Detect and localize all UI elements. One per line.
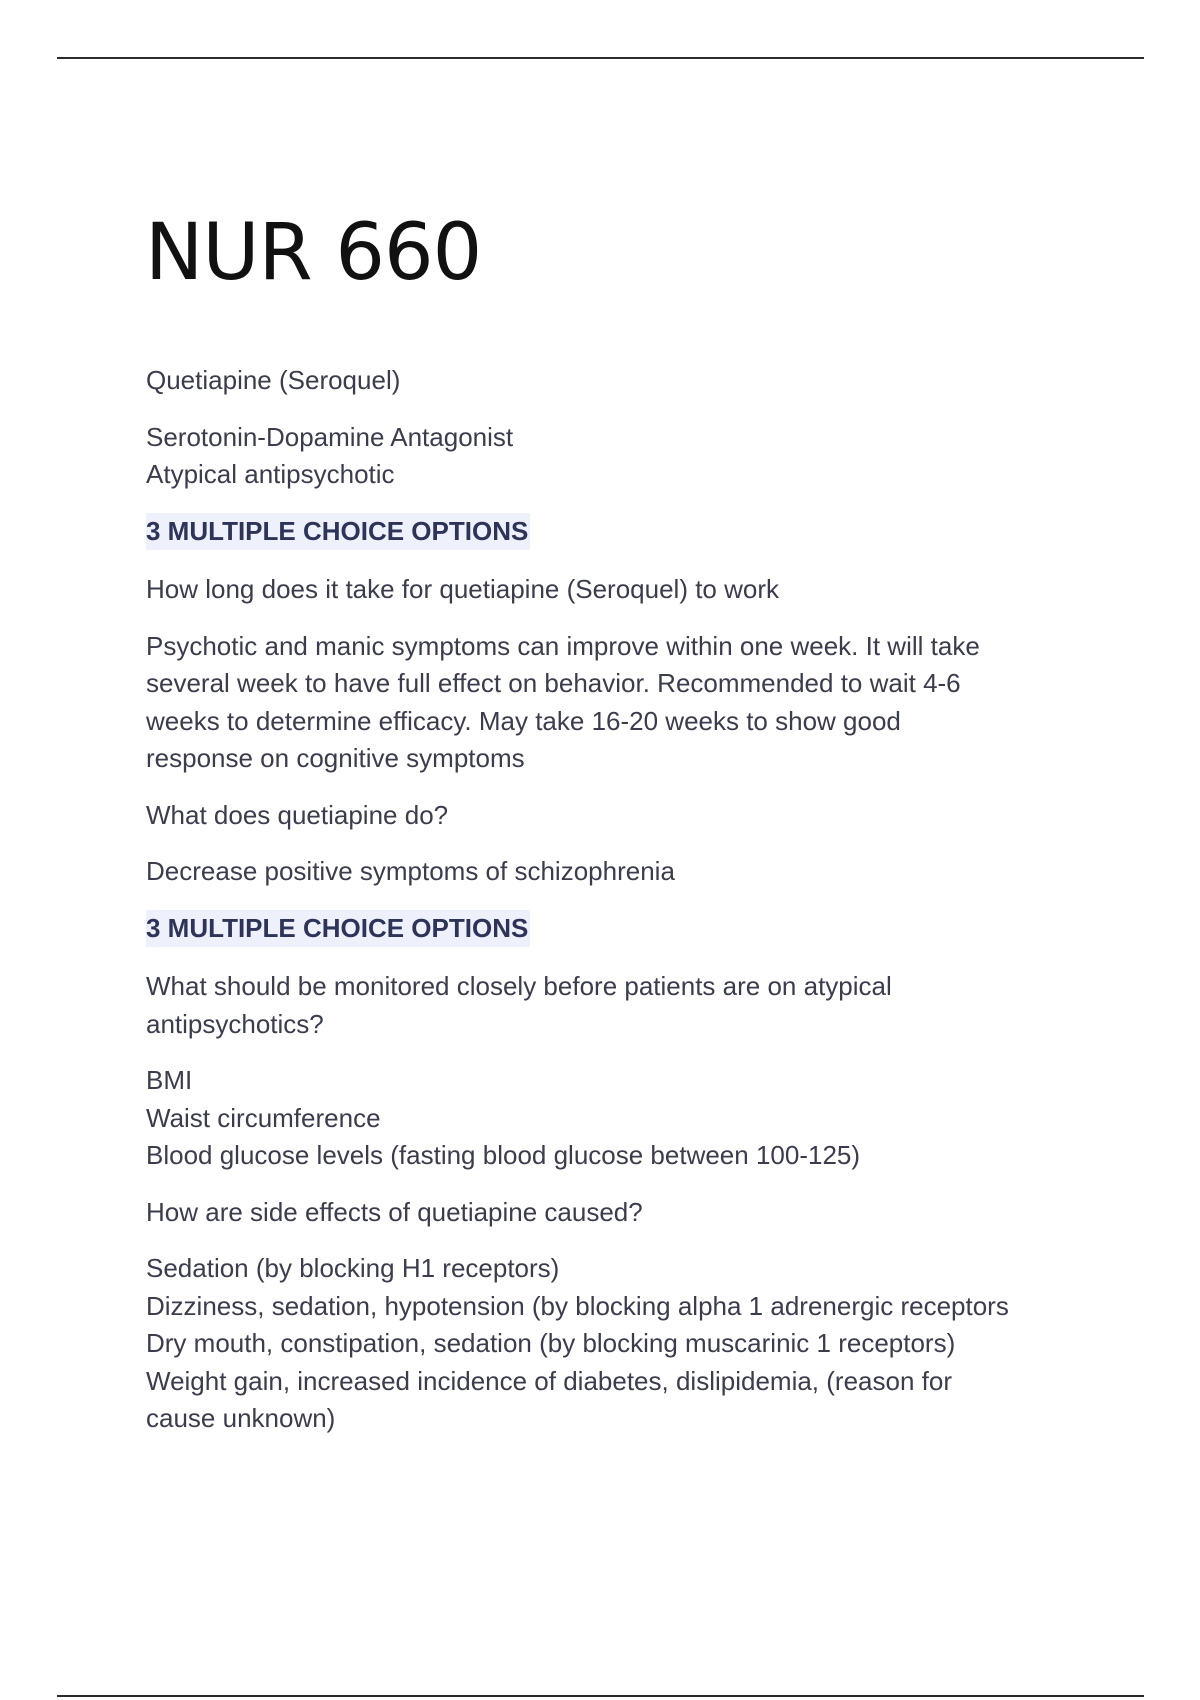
text-line: Weight gain, increased incidence of diabetes, dislipidemia, (reason for xyxy=(146,1365,952,1396)
text-line: weeks to determine efficacy. May take 16-20 weeks to show good xyxy=(146,705,901,736)
text-line: Serotonin-Dopamine Antagonist xyxy=(146,421,514,452)
text-line: Atypical antipsychotic xyxy=(146,459,395,489)
text-line: How are side effects of quetiapine caused? xyxy=(146,1196,643,1227)
text-line: several week to have full effect on behavior. Recommended to wait 4-6 xyxy=(146,668,961,698)
text-block xyxy=(146,853,1106,891)
text-block xyxy=(146,628,1106,778)
text-line: Sedation (by blocking H1 receptors) xyxy=(146,1253,560,1283)
text-line: Dry mouth, constipation, sedation (by blocking muscarinic 1 receptors) xyxy=(146,1328,956,1358)
text-line: cause unknown) xyxy=(146,1403,336,1433)
text-line: What does quetiapine do? xyxy=(146,799,449,830)
text-line: Decrease positive symptoms of schizophrenia xyxy=(146,856,675,886)
page-title: NUR 660 xyxy=(145,208,482,298)
text-block xyxy=(146,419,1106,494)
text-block xyxy=(146,1194,1106,1232)
text-block xyxy=(146,1062,1106,1175)
multiple-choice-heading: 3 MULTIPLE CHOICE OPTIONS xyxy=(146,513,530,551)
text-block xyxy=(146,571,1106,609)
section-heading-wrapper xyxy=(146,513,1106,572)
text-line: How long does it take for quetiapine (Seroquel) to work xyxy=(146,574,780,604)
text-line: Quetiapine (Seroquel) xyxy=(146,365,401,395)
text-block xyxy=(146,362,1106,400)
document-body xyxy=(146,362,1106,1457)
multiple-choice-heading: 3 MULTIPLE CHOICE OPTIONS xyxy=(146,910,530,948)
section-heading-wrapper xyxy=(146,910,1106,969)
bottom-rule xyxy=(57,1695,1144,1697)
top-rule xyxy=(57,57,1144,59)
text-line: Waist circumference xyxy=(146,1102,381,1133)
text-line: What should be monitored closely before patients are on atypical xyxy=(146,971,892,1001)
text-line: BMI xyxy=(146,1065,193,1095)
text-block xyxy=(146,968,1106,1043)
text-line: antipsychotics? xyxy=(146,1008,324,1039)
text-line: Dizziness, sedation, hypotension (by blocking alpha 1 adrenergic receptors xyxy=(146,1290,1009,1321)
text-line: Blood glucose levels (fasting blood glucose between 100-125) xyxy=(146,1140,861,1170)
text-line: Psychotic and manic symptoms can improve within one week. It will take xyxy=(146,630,980,661)
text-block xyxy=(146,1250,1106,1438)
text-block xyxy=(146,797,1106,835)
text-line: response on cognitive symptoms xyxy=(146,743,525,773)
